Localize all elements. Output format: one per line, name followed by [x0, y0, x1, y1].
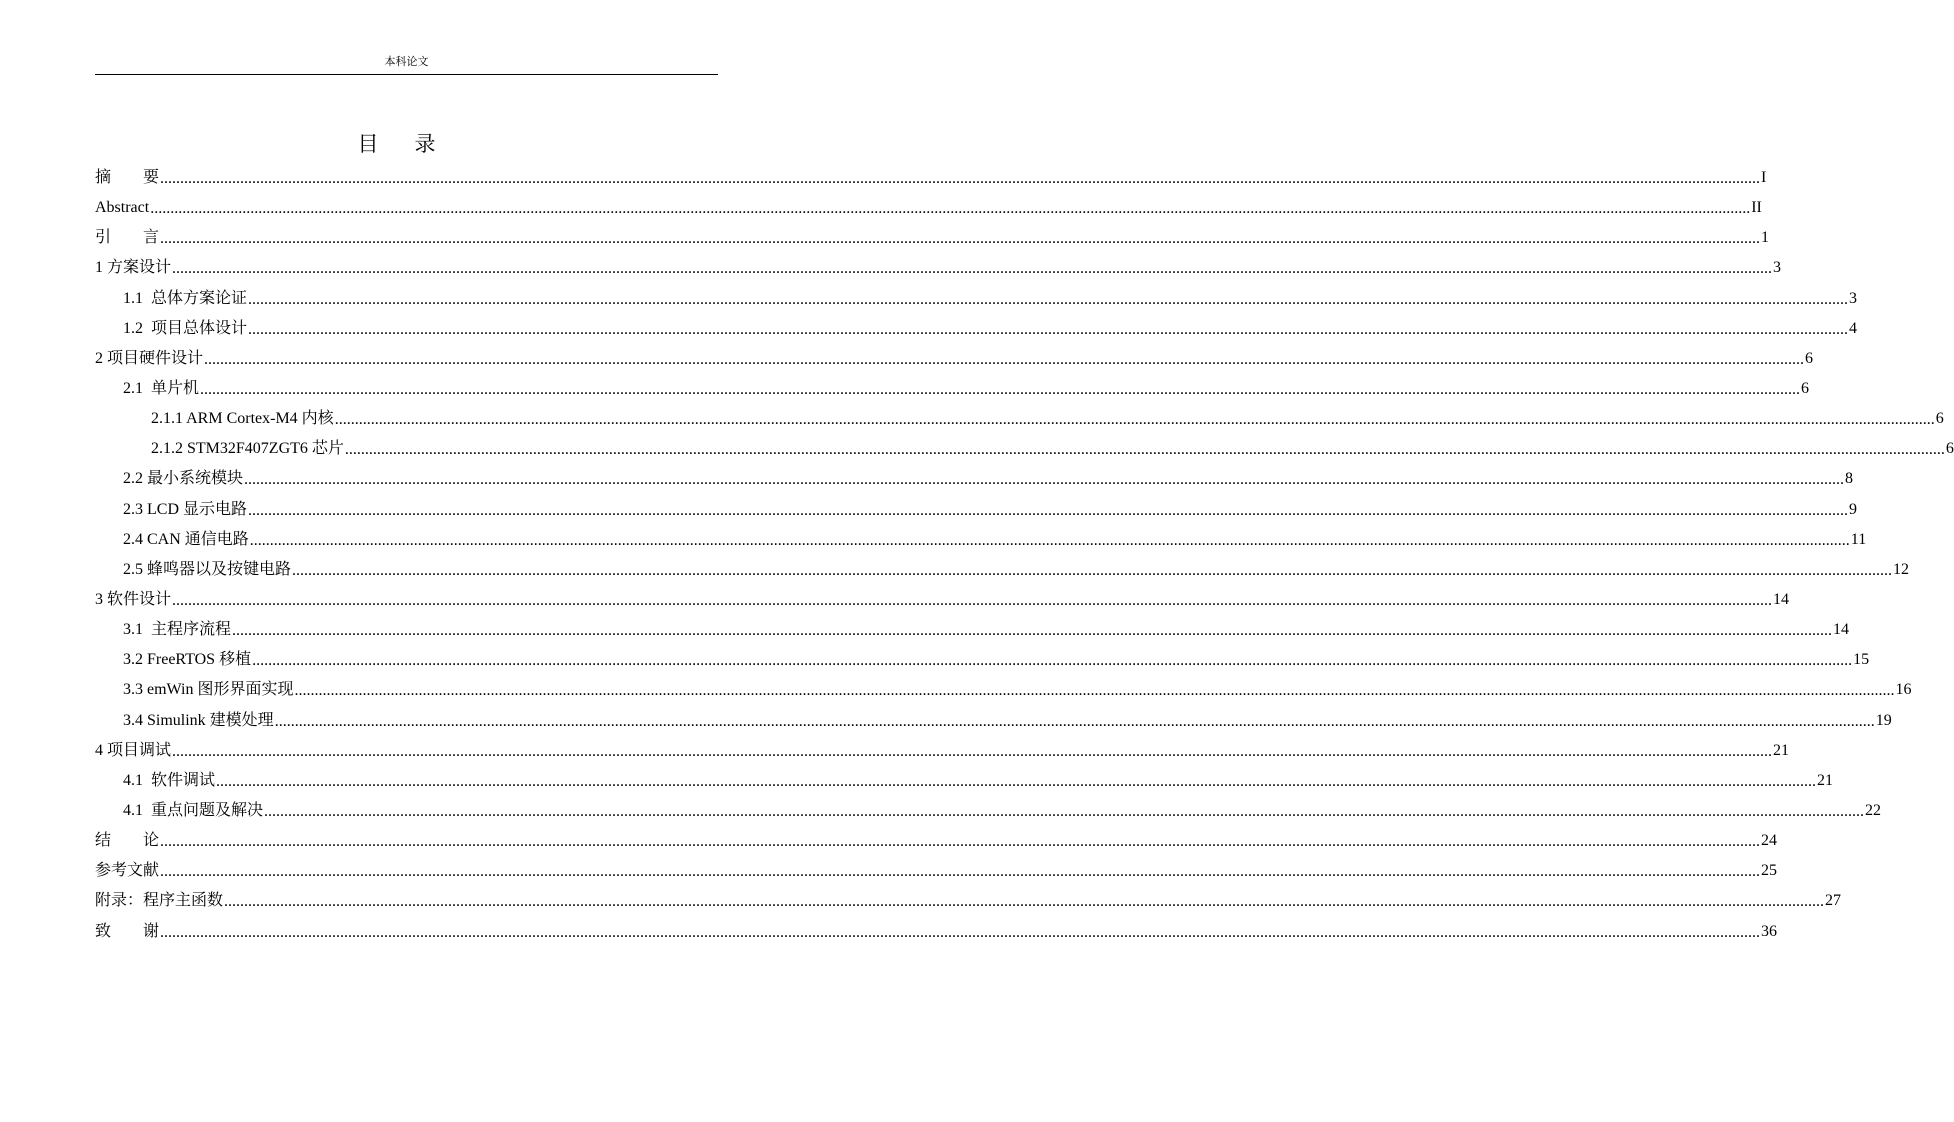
- toc-entry-page: 15: [1853, 651, 1870, 669]
- toc-entry[interactable]: [95, 886, 1842, 916]
- toc-entry-label: 2.4 CAN 通信电路: [123, 530, 249, 548]
- toc-entry-label: 1.1 总体方案论证: [123, 289, 248, 307]
- toc-entry-page: 4: [1849, 319, 1858, 337]
- toc-entry-label: 2.1 单片机: [123, 380, 200, 398]
- toc-leader-dots: ................................................................................................................................................................................................................................................................................................................................................................................................................: [150, 200, 1751, 218]
- toc-entry-page: 9: [1849, 500, 1858, 518]
- toc-entry[interactable]: [95, 675, 1912, 705]
- toc-entry-page: 1: [1761, 229, 1770, 247]
- toc-entry-page: 14: [1833, 621, 1850, 639]
- toc-leader-dots: ................................................................................................................................................................................................................................................................................................................................................................................................................: [224, 893, 1825, 911]
- toc-leader-dots: ................................................................................................................................................................................................................................................................................................................................................................................................................: [232, 622, 1833, 640]
- toc-leader-dots: ................................................................................................................................................................................................................................................................................................................................................................................................................: [248, 320, 1849, 338]
- toc-entry[interactable]: [95, 826, 1778, 856]
- toc-leader-dots: ................................................................................................................................................................................................................................................................................................................................................................................................................: [334, 411, 1935, 429]
- toc-leader-dots: ................................................................................................................................................................................................................................................................................................................................................................................................................: [204, 350, 1805, 368]
- toc-leader-dots: ................................................................................................................................................................................................................................................................................................................................................................................................................: [244, 471, 1845, 489]
- toc-entry-label: 1 方案设计: [95, 259, 172, 277]
- toc-entry[interactable]: [95, 917, 1778, 947]
- toc-entry-page: I: [1761, 169, 1767, 187]
- toc-leader-dots: ................................................................................................................................................................................................................................................................................................................................................................................................................: [292, 561, 1893, 579]
- toc-leader-dots: ................................................................................................................................................................................................................................................................................................................................................................................................................: [248, 290, 1849, 308]
- toc-entry-page: 19: [1875, 711, 1892, 729]
- toc-entry-label: 结 论: [95, 832, 160, 850]
- table-of-contents: [95, 163, 1954, 947]
- toc-entry-label: 3.4 Simulink 建模处理: [123, 711, 274, 729]
- toc-entry[interactable]: [95, 163, 1767, 193]
- toc-entry-page: 21: [1817, 771, 1834, 789]
- page-header: [95, 55, 718, 75]
- toc-entry-page: 14: [1773, 591, 1790, 609]
- toc-entry-page: 6: [1945, 440, 1954, 458]
- toc-entry-page: 6: [1935, 410, 1944, 428]
- toc-entry-page: 11: [1850, 530, 1867, 548]
- toc-entry-page: 24: [1761, 832, 1778, 850]
- toc-entry[interactable]: [95, 314, 1858, 344]
- toc-entry-label: 参考文献: [95, 862, 160, 880]
- toc-title-right: 录: [414, 132, 436, 156]
- header-text: 本科论文: [384, 56, 429, 68]
- toc-entry[interactable]: [95, 796, 1882, 826]
- toc-leader-dots: ................................................................................................................................................................................................................................................................................................................................................................................................................: [160, 230, 1761, 248]
- toc-leader-dots: ................................................................................................................................................................................................................................................................................................................................................................................................................: [160, 863, 1761, 881]
- toc-leader-dots: ................................................................................................................................................................................................................................................................................................................................................................................................................: [216, 772, 1817, 790]
- toc-leader-dots: ................................................................................................................................................................................................................................................................................................................................................................................................................: [160, 170, 1761, 188]
- toc-entry-label: 4 项目调试: [95, 741, 172, 759]
- toc-leader-dots: ................................................................................................................................................................................................................................................................................................................................................................................................................: [274, 712, 1875, 730]
- toc-entry-label: 1.2 项目总体设计: [123, 319, 248, 337]
- toc-entry[interactable]: [95, 766, 1834, 796]
- toc-entry[interactable]: [95, 706, 1892, 736]
- toc-entry[interactable]: [95, 284, 1858, 314]
- toc-entry-page: II: [1751, 199, 1762, 217]
- toc-entry[interactable]: [95, 615, 1850, 645]
- toc-title-left: 目: [357, 132, 379, 156]
- toc-entry-page: 3: [1773, 259, 1782, 277]
- toc-leader-dots: ................................................................................................................................................................................................................................................................................................................................................................................................................: [264, 803, 1865, 821]
- toc-entry-page: 25: [1761, 862, 1778, 880]
- toc-leader-dots: ................................................................................................................................................................................................................................................................................................................................................................................................................: [248, 501, 1849, 519]
- toc-entry-page: 21: [1773, 741, 1790, 759]
- toc-leader-dots: ................................................................................................................................................................................................................................................................................................................................................................................................................: [172, 592, 1773, 610]
- toc-entry-page: 16: [1895, 681, 1912, 699]
- toc-entry-label: 3.3 emWin 图形界面实现: [123, 681, 294, 699]
- toc-entry-label: 2.3 LCD 显示电路: [123, 500, 248, 518]
- toc-entry[interactable]: [95, 555, 1910, 585]
- toc-entry[interactable]: [95, 374, 1810, 404]
- toc-leader-dots: ................................................................................................................................................................................................................................................................................................................................................................................................................: [160, 923, 1761, 941]
- toc-leader-dots: ................................................................................................................................................................................................................................................................................................................................................................................................................: [172, 260, 1773, 278]
- toc-entry-label: 2.2 最小系统模块: [123, 470, 244, 488]
- toc-title: [0, 130, 793, 158]
- toc-entry[interactable]: [95, 585, 1790, 615]
- toc-leader-dots: ................................................................................................................................................................................................................................................................................................................................................................................................................: [294, 682, 1895, 700]
- toc-entry-page: 27: [1825, 892, 1842, 910]
- toc-entry-label: Abstract: [95, 199, 150, 217]
- toc-leader-dots: ................................................................................................................................................................................................................................................................................................................................................................................................................: [172, 742, 1773, 760]
- toc-entry[interactable]: [95, 645, 1870, 675]
- toc-entry-label: 3.2 FreeRTOS 移植: [123, 651, 252, 669]
- toc-entry-label: 2.1.1 ARM Cortex-M4 内核: [151, 410, 334, 428]
- toc-entry-label: 摘 要: [95, 169, 160, 187]
- toc-leader-dots: ................................................................................................................................................................................................................................................................................................................................................................................................................: [252, 652, 1853, 670]
- toc-entry[interactable]: [95, 464, 1854, 494]
- toc-entry-label: 3 软件设计: [95, 591, 172, 609]
- toc-entry-page: 8: [1845, 470, 1854, 488]
- toc-entry-page: 36: [1761, 922, 1778, 940]
- toc-entry-page: 12: [1893, 560, 1910, 578]
- toc-entry[interactable]: [95, 525, 1867, 555]
- toc-entry-page: 3: [1849, 289, 1858, 307]
- toc-entry[interactable]: [95, 404, 1944, 434]
- toc-entry[interactable]: [95, 434, 1954, 464]
- toc-entry-page: 22: [1865, 802, 1882, 820]
- toc-entry-label: 2.1.2 STM32F407ZGT6 芯片: [151, 440, 344, 458]
- toc-entry[interactable]: [95, 253, 1782, 283]
- toc-entry[interactable]: [95, 856, 1778, 886]
- toc-entry[interactable]: [95, 736, 1790, 766]
- toc-entry-label: 引 言: [95, 229, 160, 247]
- toc-entry-label: 3.1 主程序流程: [123, 621, 232, 639]
- toc-entry[interactable]: [95, 223, 1770, 253]
- toc-entry-label: 2.5 蜂鸣器以及按键电路: [123, 560, 292, 578]
- toc-entry-label: 4.1 重点问题及解决: [123, 802, 264, 820]
- toc-entry-label: 2 项目硬件设计: [95, 349, 204, 367]
- toc-entry-page: 6: [1801, 380, 1810, 398]
- toc-leader-dots: ................................................................................................................................................................................................................................................................................................................................................................................................................: [249, 531, 1850, 549]
- toc-leader-dots: ................................................................................................................................................................................................................................................................................................................................................................................................................: [160, 833, 1761, 851]
- toc-entry-label: 4.1 软件调试: [123, 771, 216, 789]
- toc-entry[interactable]: [95, 344, 1814, 374]
- toc-leader-dots: ................................................................................................................................................................................................................................................................................................................................................................................................................: [200, 381, 1801, 399]
- toc-entry-page: 6: [1805, 349, 1814, 367]
- toc-entry[interactable]: [95, 495, 1858, 525]
- toc-entry-label: 附录：程序主函数: [95, 892, 224, 910]
- toc-entry-label: 致 谢: [95, 922, 160, 940]
- toc-entry[interactable]: [95, 193, 1762, 223]
- toc-leader-dots: ................................................................................................................................................................................................................................................................................................................................................................................................................: [344, 441, 1945, 459]
